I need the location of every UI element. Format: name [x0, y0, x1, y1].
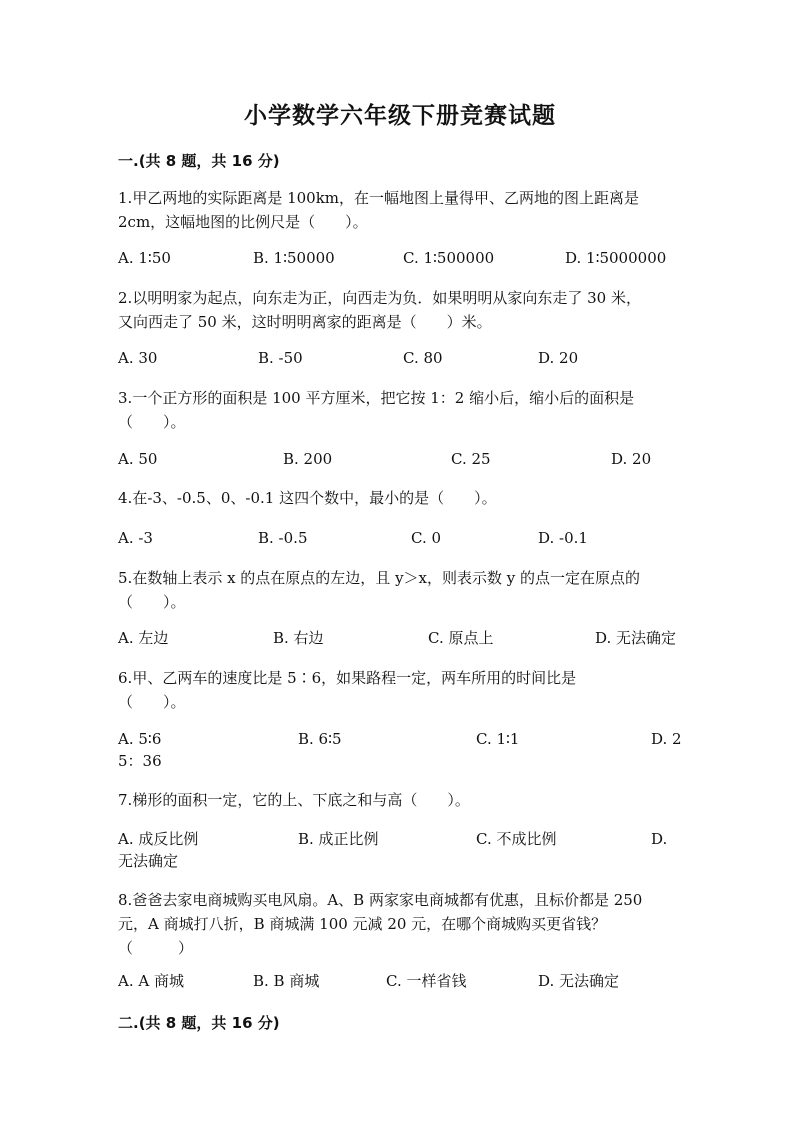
- option-c[interactable]: C. 0: [411, 529, 442, 547]
- question-line: （ ）。: [118, 593, 186, 611]
- question-text: 甲乙两地的实际距离是 100km，在一幅地图上量得甲、乙两地的图上距离是: [132, 189, 640, 207]
- option-c[interactable]: C. 1∶1: [476, 730, 520, 748]
- section-heading-1: 一.(共 8 题，共 16 分): [118, 152, 280, 170]
- question-line: 2cm，这幅地图的比例尺是（ ）。: [118, 213, 368, 231]
- question-number: 1.: [118, 189, 133, 207]
- option-d[interactable]: D. -0.1: [538, 529, 588, 547]
- option-d[interactable]: D. 无法确定: [595, 629, 677, 647]
- question-4: [118, 486, 674, 510]
- question-number: 6.: [118, 669, 133, 687]
- question-number: 5.: [118, 569, 133, 587]
- option-b[interactable]: B. 成正比例: [298, 830, 379, 848]
- option-c[interactable]: C. 80: [403, 349, 443, 367]
- question-line: [118, 666, 674, 690]
- question-line: [118, 186, 674, 210]
- option-d-continuation: 无法确定: [118, 852, 179, 870]
- question-7: [118, 788, 674, 812]
- question-2: [118, 286, 674, 334]
- option-a[interactable]: A. 50: [118, 450, 158, 468]
- question-line: [118, 486, 674, 510]
- option-a[interactable]: A. 1∶50: [118, 249, 171, 267]
- question-line: （ ）。: [118, 413, 186, 431]
- question-line: [118, 386, 674, 410]
- question-1: [118, 186, 674, 234]
- option-b[interactable]: B. -50: [258, 349, 303, 367]
- option-b[interactable]: B. -0.5: [258, 529, 308, 547]
- option-d[interactable]: D. 20: [611, 450, 652, 468]
- question-line: [118, 286, 674, 310]
- question-number: 7.: [118, 791, 133, 809]
- options-6: [118, 727, 683, 751]
- options-2: [118, 346, 683, 370]
- option-c[interactable]: C. 一样省钱: [386, 972, 467, 990]
- option-a[interactable]: A. 30: [118, 349, 158, 367]
- option-a[interactable]: A. A 商城: [118, 972, 184, 990]
- question-text: 梯形的面积一定，它的上、下底之和与高（ ）。: [132, 791, 470, 809]
- question-number: 3.: [118, 389, 133, 407]
- question-text: 以明明家为起点，向东走为正，向西走为负．如果明明从家向东走了 30 米，: [132, 289, 641, 307]
- question-number: 2.: [118, 289, 133, 307]
- question-text: 爸爸去家电商城购买电风扇。A、B 两家家电商城都有优惠，且标价都是 250: [132, 891, 643, 909]
- option-a[interactable]: A. -3: [118, 529, 153, 547]
- option-a[interactable]: A. 成反比例: [118, 830, 199, 848]
- question-text: 在-3、-0.5、0、-0.1 这四个数中，最小的是（ ）。: [132, 489, 497, 507]
- option-d[interactable]: D. 2: [651, 730, 682, 748]
- option-c[interactable]: C. 原点上: [428, 629, 494, 647]
- question-line: [118, 888, 674, 912]
- question-3: [118, 386, 674, 434]
- options-3: [118, 447, 683, 471]
- option-b[interactable]: B. 右边: [273, 629, 324, 647]
- option-c[interactable]: C. 25: [451, 450, 491, 468]
- option-c[interactable]: C. 1∶500000: [403, 249, 495, 267]
- question-number: 4.: [118, 489, 133, 507]
- option-b[interactable]: B. 200: [283, 450, 333, 468]
- question-line: 又向西走了 50 米，这时明明离家的距离是（ ）米。: [118, 313, 492, 331]
- option-d[interactable]: D. 1∶5000000: [565, 249, 667, 267]
- options-4: [118, 526, 683, 550]
- question-line: （ ）: [118, 939, 194, 957]
- question-8: [118, 888, 674, 960]
- option-a[interactable]: A. 左边: [118, 629, 169, 647]
- option-b[interactable]: B. B 商城: [253, 972, 320, 990]
- options-1: [118, 246, 683, 270]
- page-title: 小学数学六年级下册竞赛试题: [244, 103, 556, 129]
- question-line: 元，A 商城打八折，B 商城满 100 元减 20 元，在哪个商城购买更省钱？: [118, 915, 607, 933]
- options-7: [118, 827, 683, 851]
- question-text: 甲、乙两车的速度比是 5∶6，如果路程一定，两车所用的时间比是: [132, 669, 577, 687]
- question-line: [118, 788, 674, 812]
- option-d-continuation: 5：36: [118, 752, 162, 770]
- section-heading-2: 二.(共 8 题，共 16 分): [118, 1014, 280, 1032]
- question-6: [118, 666, 674, 714]
- option-a[interactable]: A. 5∶6: [118, 730, 162, 748]
- option-c[interactable]: C. 不成比例: [476, 830, 557, 848]
- option-d[interactable]: D. 无法确定: [538, 972, 620, 990]
- option-d[interactable]: D. 20: [538, 349, 579, 367]
- options-8: [118, 969, 683, 993]
- question-line: [118, 566, 674, 590]
- option-b[interactable]: B. 1∶50000: [253, 249, 335, 267]
- option-b[interactable]: B. 6∶5: [298, 730, 342, 748]
- question-5: [118, 566, 674, 614]
- option-d[interactable]: D.: [651, 830, 668, 848]
- question-number: 8.: [118, 891, 133, 909]
- question-text: 一个正方形的面积是 100 平方厘米，把它按 1：2 缩小后，缩小后的面积是: [132, 389, 635, 407]
- options-5: [118, 626, 683, 650]
- question-line: （ ）。: [118, 693, 186, 711]
- question-text: 在数轴上表示 x 的点在原点的左边，且 y＞x，则表示数 y 的点一定在原点的: [132, 569, 641, 587]
